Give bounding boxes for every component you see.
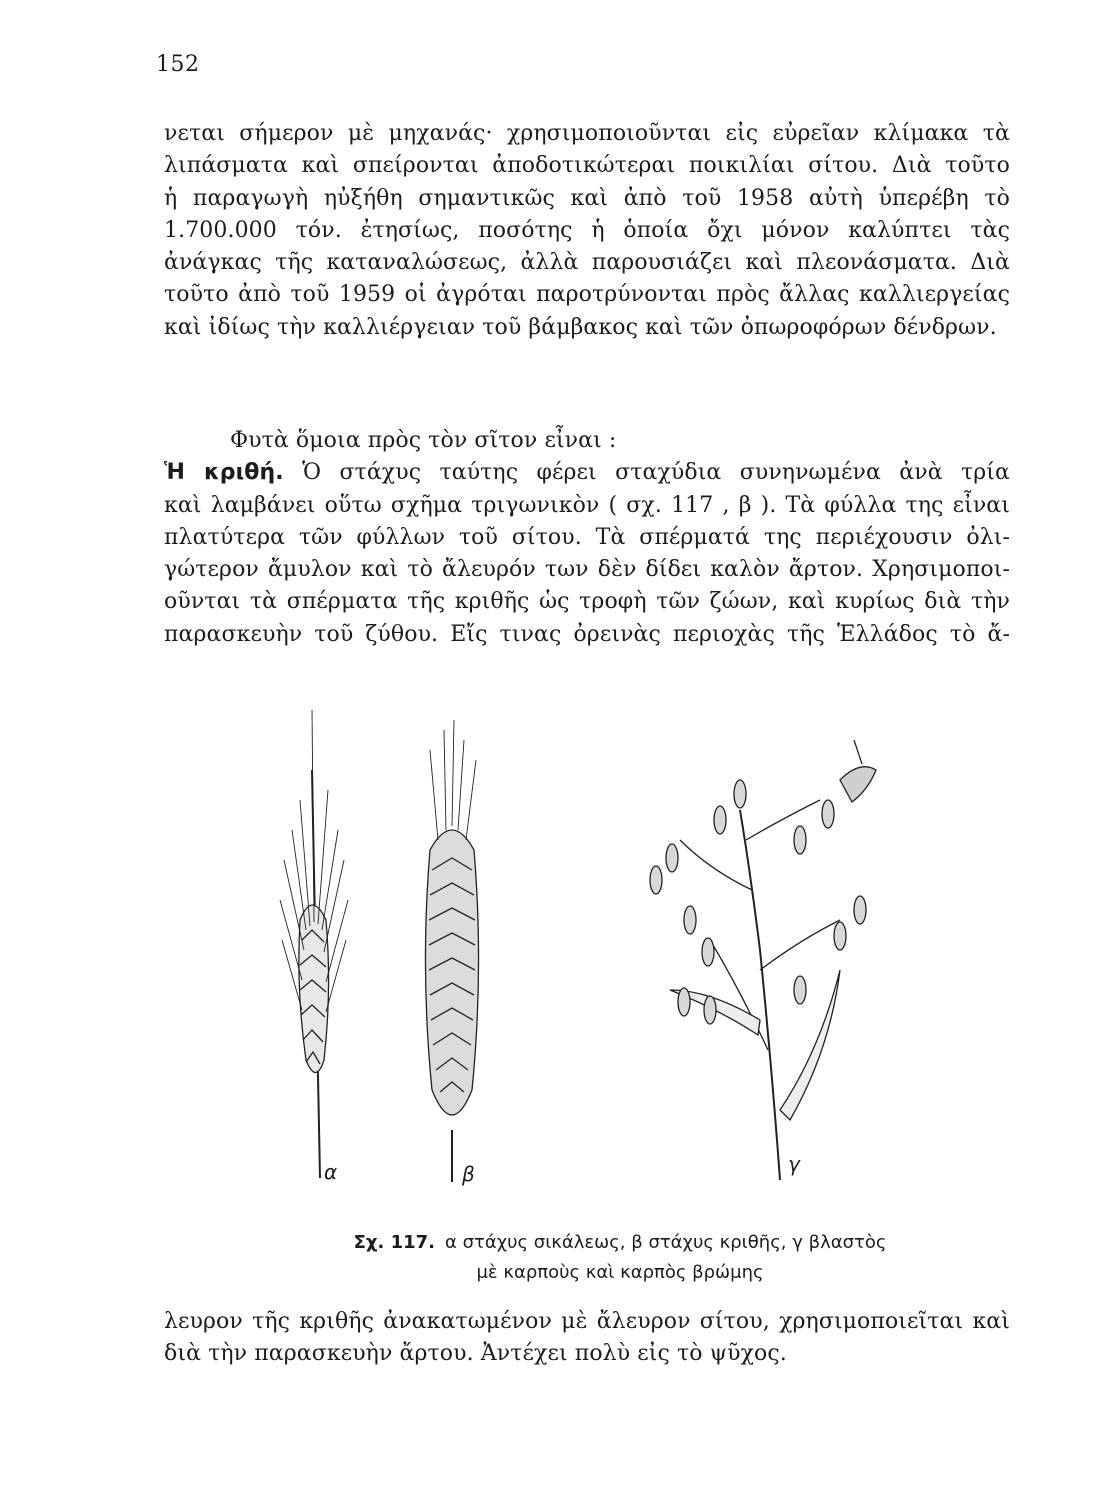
text-line: λευρον τῆς κριθῆς ἀνακατωμένον μὲ ἄλευρον σίτου, χρησιμοποιεῖται καὶ bbox=[164, 1309, 1010, 1334]
text-line: γώτερον ἄμυλον καὶ τὸ ἄλευρόν των δὲν δίδει καλὸν ἄρτον. Χρησιμοποι- bbox=[164, 557, 1010, 583]
oat-shoot-illustration bbox=[650, 740, 876, 1180]
paragraph-barley bbox=[164, 425, 1010, 651]
text-line: οῦνται τὰ σπέρματα τῆς κριθῆς ὡς τροφὴ τῶν ζώων, καὶ κυρίως διὰ τὴν bbox=[164, 589, 1010, 615]
figure-117 bbox=[240, 690, 920, 1200]
text-line-heading bbox=[164, 457, 1010, 489]
text-line: 1.700.000 τόν. ἐτησίως, ποσότης ἡ ὁποία ὄχι μόνον καλύπτει τὰς bbox=[164, 217, 1010, 243]
figure-caption bbox=[270, 1228, 970, 1288]
text-line: ἀνάγκας τῆς καταναλώσεως, ἀλλὰ παρουσιάζει καὶ πλεονάσματα. Διὰ bbox=[164, 250, 1010, 276]
text-line: λιπάσματα καὶ σπείρονται ἀποδοτικώτεραι ποικιλίαι σίτου. Διὰ τοῦτο bbox=[164, 153, 1010, 179]
paragraph-barley-bread bbox=[164, 1306, 1010, 1371]
plant-illustration bbox=[240, 690, 920, 1200]
text-line: καὶ ἰδίως τὴν καλλιέργειαν τοῦ βάμβακος καὶ τῶν ὀπωροφόρων δένδρων. bbox=[164, 314, 997, 340]
text-line: ἡ παραγωγὴ ηὐξήθη σημαντικῶς καὶ ἀπὸ τοῦ 1958 αὐτὴ ὑπερέβη τὸ bbox=[164, 185, 1010, 211]
text-line: καὶ λαμβάνει οὕτω σχῆμα τριγωνικὸν ( σχ. 117 , β ). Τὰ φύλλα της εἶναι bbox=[164, 492, 1010, 518]
caption-prefix: Σχ. 117. bbox=[353, 1232, 435, 1253]
text-line-rest: Ὁ στάχυς ταύτης φέρει σταχύδια συνηνωμένα ἀνὰ τρία bbox=[283, 460, 1010, 486]
text-line: τοῦτο ἀπὸ τοῦ 1959 οἱ ἀγρόται παροτρύνονται πρὸς ἄλλας καλλιεργείας bbox=[164, 282, 1010, 308]
text-line: διὰ τὴν παρασκευὴν ἄρτου. Ἀντέχει πολὺ εἰς τὸ ψῦχος. bbox=[164, 1341, 787, 1367]
caption-line-2: μὲ καρποὺς καὶ καρπὸς βρώμης bbox=[476, 1262, 764, 1283]
figure-label-c: γ bbox=[788, 1152, 800, 1176]
section-intro: Φυτὰ ὅμοια πρὸς τὸν σῖτον εἶναι : bbox=[230, 428, 617, 453]
text-line: πλατύτερα τῶν φύλλων τοῦ σίτου. Τὰ σπέρματά της περιέχουσιν ὀλι- bbox=[164, 524, 1010, 550]
rye-ear-illustration bbox=[280, 710, 348, 1178]
caption-line-1 bbox=[270, 1228, 970, 1258]
barley-heading: Ἡ κριθή. bbox=[164, 460, 284, 486]
figure-label-b: β bbox=[462, 1162, 475, 1186]
caption-text-1: α στάχυς σικάλεως, β στάχυς κριθῆς, γ βλαστὸς bbox=[445, 1232, 887, 1253]
figure-label-a: α bbox=[324, 1160, 338, 1184]
page-number: 152 bbox=[156, 52, 200, 77]
text-line: παρασκευὴν τοῦ ζύθου. Εἴς τινας ὀρεινὰς περιοχὰς τῆς Ἑλλάδος τὸ ἄ- bbox=[164, 621, 1010, 647]
paragraph-wheat-production bbox=[164, 118, 1010, 344]
barley-ear-illustration bbox=[425, 720, 478, 1182]
text-line: νεται σήμερον μὲ μηχανάς· χρησιμοποιοῦνται εἰς εὐρεῖαν κλίμακα τὰ bbox=[164, 121, 1010, 146]
